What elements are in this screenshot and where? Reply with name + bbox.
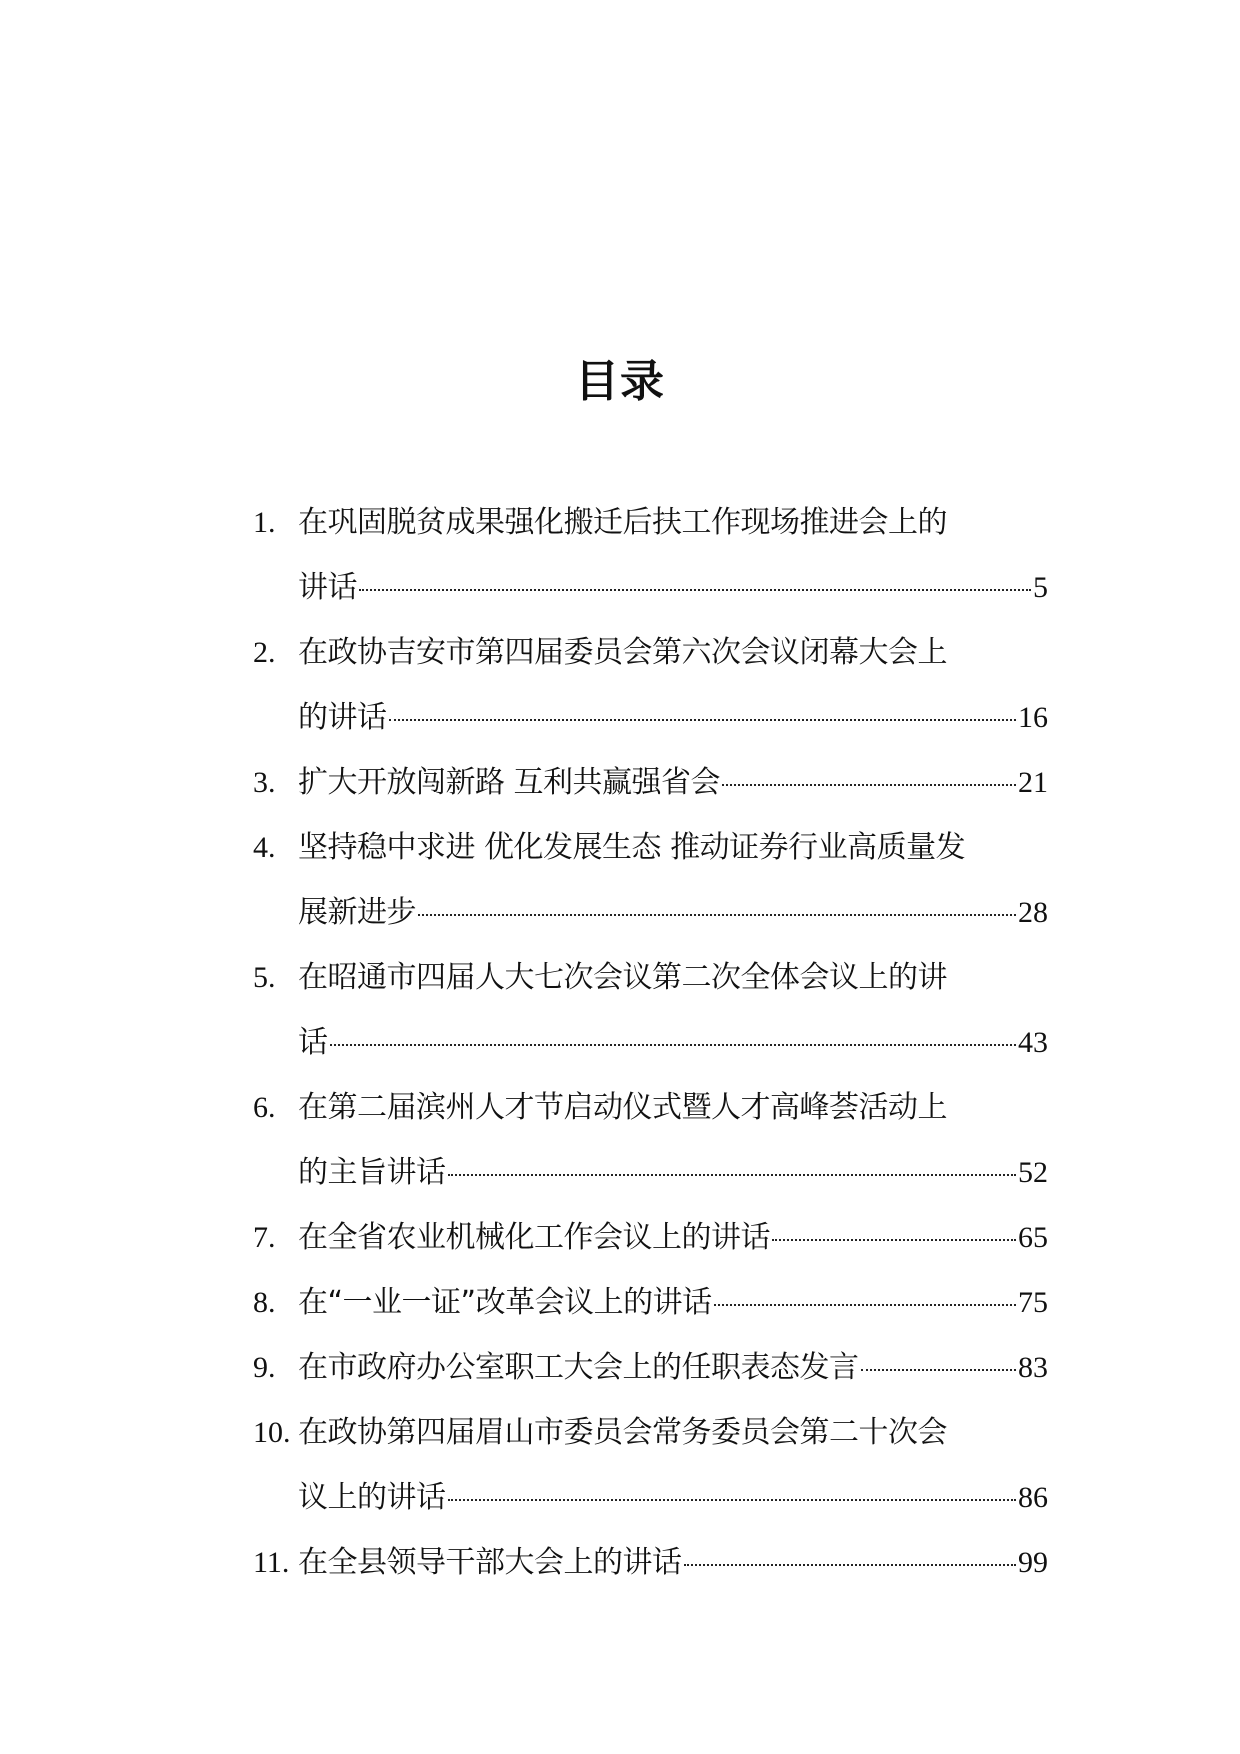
toc-entry-number: 10. bbox=[253, 1416, 291, 1449]
toc-entry-line bbox=[298, 750, 1048, 815]
toc-entry-page-number: 65 bbox=[1018, 1221, 1048, 1254]
toc-entry-page-number: 83 bbox=[1018, 1351, 1048, 1384]
toc-entry-page-number: 52 bbox=[1018, 1156, 1048, 1189]
toc-entry-title: 在市政府办公室职工大会上的任职表态发言 bbox=[298, 1350, 859, 1385]
dot-leader bbox=[448, 1173, 1017, 1176]
toc-entry-title: 在巩固脱贫成果强化搬迁后扶工作现场推进会上的 bbox=[298, 505, 947, 540]
toc-entry-page-number: 43 bbox=[1018, 1026, 1048, 1059]
dot-leader bbox=[684, 1563, 1017, 1566]
toc-entry-line bbox=[298, 815, 1048, 880]
toc-entry[interactable] bbox=[253, 1075, 1048, 1205]
toc-entry-body bbox=[298, 815, 1048, 945]
toc-entry-number: 5. bbox=[253, 961, 276, 994]
toc-entry-page-number: 21 bbox=[1018, 766, 1048, 799]
toc-entry[interactable] bbox=[253, 750, 1048, 815]
dot-leader bbox=[389, 718, 1017, 721]
dot-leader bbox=[772, 1238, 1016, 1241]
toc-entry-number: 6. bbox=[253, 1091, 276, 1124]
toc-entry-title: 在政协第四届眉山市委员会常务委员会第二十次会 bbox=[298, 1415, 947, 1450]
toc-entry-body bbox=[298, 1075, 1048, 1205]
toc-entry-body bbox=[298, 750, 1048, 815]
toc-entry-title: 讲话 bbox=[298, 570, 357, 605]
toc-entry-page-number: 75 bbox=[1018, 1286, 1048, 1319]
page-title: 目录 bbox=[575, 356, 665, 407]
toc-entry-line bbox=[298, 685, 1048, 750]
toc-entry-title: 在全县领导干部大会上的讲话 bbox=[298, 1545, 682, 1580]
toc-entry-number: 8. bbox=[253, 1286, 276, 1319]
toc-entry-title: 展新进步 bbox=[298, 895, 416, 930]
toc-entry-line bbox=[298, 1465, 1048, 1530]
dot-leader bbox=[330, 1043, 1017, 1046]
toc-entry-body bbox=[298, 620, 1048, 750]
toc-entry-title: 坚持稳中求进 优化发展生态 推动证券行业高质量发 bbox=[298, 830, 966, 865]
toc-entry-page-number: 16 bbox=[1018, 701, 1048, 734]
toc-entry[interactable] bbox=[253, 1530, 1048, 1595]
toc-entry-line bbox=[298, 945, 1048, 1010]
toc-entry-page-number: 5 bbox=[1033, 571, 1048, 604]
toc-entry-line bbox=[298, 1530, 1048, 1595]
toc-entry-line bbox=[298, 1010, 1048, 1075]
toc-entry-page-number: 86 bbox=[1018, 1481, 1048, 1514]
toc-entry-page-number: 99 bbox=[1018, 1546, 1048, 1579]
toc-entry[interactable] bbox=[253, 620, 1048, 750]
toc-entry-title: 的主旨讲话 bbox=[298, 1155, 446, 1190]
toc-entry[interactable] bbox=[253, 1335, 1048, 1400]
toc-entry-title: 在第二届滨州人才节启动仪式暨人才高峰荟活动上 bbox=[298, 1090, 947, 1125]
toc-entry-title: 在昭通市四届人大七次会议第二次全体会议上的讲 bbox=[298, 960, 947, 995]
toc-entry-line bbox=[298, 1140, 1048, 1205]
toc-entry-number: 2. bbox=[253, 636, 276, 669]
toc-entry-title: 在“一业一证”改革会议上的讲话 bbox=[298, 1285, 712, 1320]
toc-entry[interactable] bbox=[253, 815, 1048, 945]
dot-leader bbox=[418, 913, 1016, 916]
toc-entry-line bbox=[298, 1400, 1048, 1465]
toc-entry-number: 7. bbox=[253, 1221, 276, 1254]
toc-entry[interactable] bbox=[253, 490, 1048, 620]
toc-entry-line bbox=[298, 1335, 1048, 1400]
toc-entry-line bbox=[298, 1205, 1048, 1270]
toc-entry[interactable] bbox=[253, 945, 1048, 1075]
toc-entry-body bbox=[298, 1400, 1048, 1530]
toc-entry-line bbox=[298, 490, 1048, 555]
toc-entry-line bbox=[298, 880, 1048, 945]
toc-entry-body bbox=[298, 1270, 1048, 1335]
toc-list bbox=[253, 490, 1048, 1595]
toc-entry[interactable] bbox=[253, 1400, 1048, 1530]
toc-entry-number: 3. bbox=[253, 766, 276, 799]
toc-entry-title: 扩大开放闯新路 互利共赢强省会 bbox=[298, 765, 721, 800]
toc-entry-line bbox=[298, 1270, 1048, 1335]
toc-entry-line bbox=[298, 555, 1048, 620]
toc-entry-body bbox=[298, 1205, 1048, 1270]
toc-entry-title: 的讲话 bbox=[298, 700, 387, 735]
toc-entry-number: 1. bbox=[253, 506, 276, 539]
toc-entry-body bbox=[298, 490, 1048, 620]
toc-entry-body bbox=[298, 1530, 1048, 1595]
toc-entry[interactable] bbox=[253, 1205, 1048, 1270]
toc-entry-number: 4. bbox=[253, 831, 276, 864]
toc-entry[interactable] bbox=[253, 1270, 1048, 1335]
toc-entry-line bbox=[298, 1075, 1048, 1140]
dot-leader bbox=[861, 1368, 1017, 1371]
toc-entry-body bbox=[298, 1335, 1048, 1400]
toc-entry-line bbox=[298, 620, 1048, 685]
toc-entry-title: 在政协吉安市第四届委员会第六次会议闭幕大会上 bbox=[298, 635, 947, 670]
dot-leader bbox=[714, 1303, 1016, 1306]
dot-leader bbox=[359, 588, 1031, 591]
dot-leader bbox=[722, 783, 1016, 786]
toc-entry-title: 议上的讲话 bbox=[298, 1480, 446, 1515]
toc-entry-page-number: 28 bbox=[1018, 896, 1048, 929]
toc-entry-number: 11. bbox=[253, 1546, 290, 1579]
dot-leader bbox=[448, 1498, 1017, 1501]
toc-entry-title: 话 bbox=[298, 1025, 328, 1060]
toc-entry-body bbox=[298, 945, 1048, 1075]
toc-entry-number: 9. bbox=[253, 1351, 276, 1384]
toc-entry-title: 在全省农业机械化工作会议上的讲话 bbox=[298, 1220, 770, 1255]
